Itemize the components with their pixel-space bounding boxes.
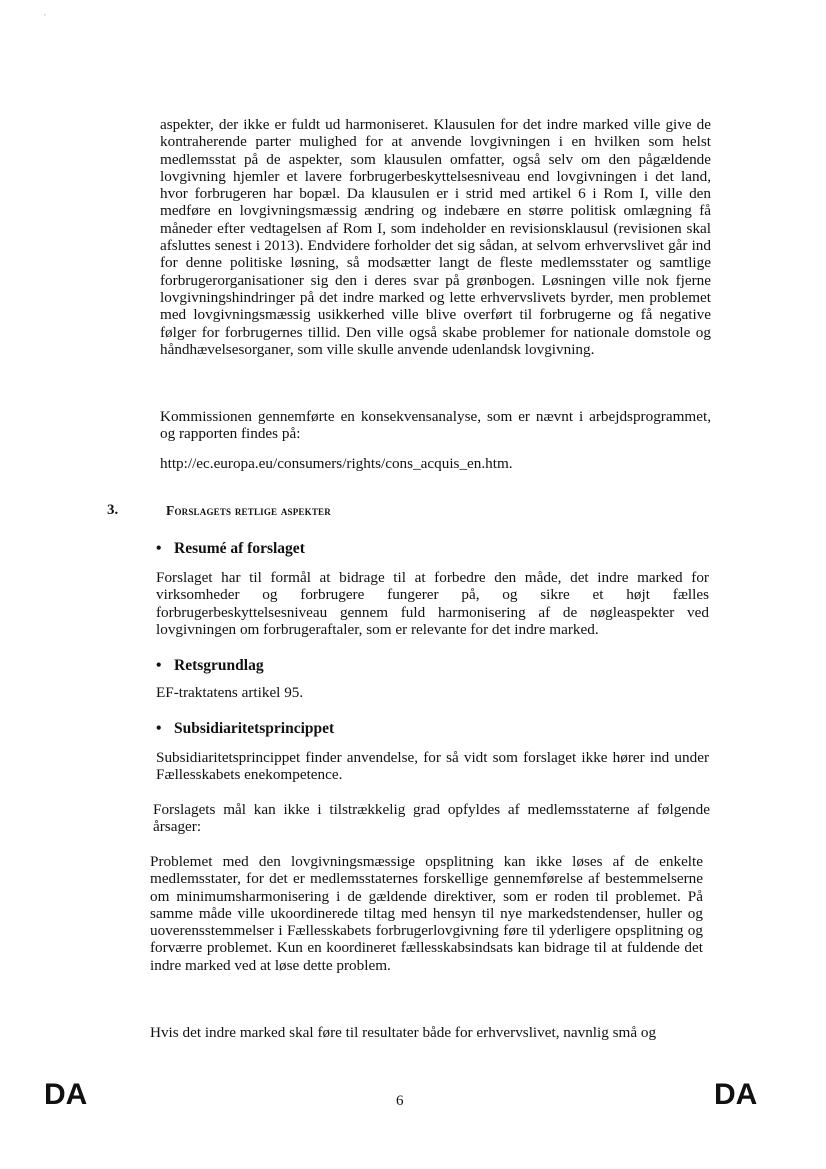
page-number: 6 [396,1093,404,1109]
footer-language-left: DA [44,1078,88,1111]
paragraph-rome-i-clause: aspekter, der ikke er fuldt ud harmoniseret. Klausulen for det indre marked ville give de kontraherende parter mulighed for at anvende lovgivningen i en hvilken som helst medlemsstat på de aspekter, som klausulen omfatter, også selv om den pågældende lovgivning hjemler et lavere forbrugerbeskyttelsesniveau end lovgivningen i det land, hvor forbrugeren har bopæl. Da klausulen er i strid med artikel 6 i Rom I, ville den medføre en lovgivningsmæssig ændring og indebære en større politisk omlægning få måneder efter vedtagelsen af Rom I, som indeholder en revisionsklausul (revisionen skal afsluttes senest i 2013). Endvidere forholder det sig sådan, at selvom erhvervslivet går ind for denne politiske løsning, så modsætter langt de fleste medlemsstater og samtlige forbrugerorganisationer sig den i deres svar på grønbogen. Løsningen ville nok fjerne lovgivningshindringer på det indre marked og lette erhvervslivets byrder, men problemet med lovgivningsmæssig usikkerhed ville blive overført til forbrugerne og få negative følger for forbrugernes tillid. Den ville også skabe problemer for nationale domstole og håndhævelsesorganer, som ville skulle anvende udenlandsk lovgivning. [160,116,711,358]
bullet-heading-subsidiarity [156,720,334,738]
bullet-heading-text: Retsgrundlag [174,657,264,674]
bullet-heading-summary [156,540,305,558]
bullet-dot: • [156,540,162,557]
paragraph-legal-basis: EF-traktatens artikel 95. [156,684,304,701]
paragraph-fragmentation-problem: Problemet med den lovgivningsmæssige opsplitning kan ikke løses af de enkelte medlemsstater, for det er medlemsstaternes forskellige gennemførelse af bestemmelserne om minimumsharmonisering i de gældende direktiver, som er roden til problemet. På samme måde ville ukoordinerede tiltag med hensyn til nye markedstendenser, huller og uoverensstemmelser i Fællesskabets forbrugerlovgivning føre til yderligere opsplitning og forværre problemet. Kun en koordineret fællesskabsindsats kan bidrage til at fuldende det indre marked ved at løse dette problem. [150,853,703,974]
margin-mark: ‘ [44,14,46,20]
bullet-heading-text: Resumé af forslaget [174,540,305,557]
paragraph-summary: Forslaget har til formål at bidrage til at forbedre den måde, det indre marked for virksomheder og forbrugere fungerer på, og sikre et højt fælles forbrugerbeskyttelsesniveau gennem fuld harmonisering af de nøgleaspekter ved lovgivningen om forbrugeraftaler, som er relevante for det indre marked. [156,569,709,638]
paragraph-impact-assessment: Kommissionen gennemførte en konsekvensanalyse, som er nævnt i arbejdsprogrammet, og rapporten findes på: [160,408,711,443]
impact-assessment-link[interactable]: http://ec.europa.eu/consumers/rights/cons_acquis_en.htm. [160,455,513,472]
footer-language-right: DA [714,1078,758,1111]
paragraph-objectives: Forslagets mål kan ikke i tilstrækkelig grad opfyldes af medlemsstaterne af følgende årsager: [153,801,710,836]
bullet-dot: • [156,720,162,737]
bullet-heading-legal-basis [156,657,264,675]
section-title: Forslagets retlige aspekter [166,503,331,518]
section-number: 3. [107,502,119,518]
paragraph-internal-market-results: Hvis det indre marked skal føre til resultater både for erhvervslivet, navnlig små og [150,1024,657,1041]
paragraph-subsidiarity-applies: Subsidiaritetsprincippet finder anvendelse, for så vidt som forslaget ikke hører ind under Fællesskabets enekompetence. [156,749,709,784]
bullet-heading-text: Subsidiaritetsprincippet [174,720,335,737]
bullet-dot: • [156,657,162,674]
